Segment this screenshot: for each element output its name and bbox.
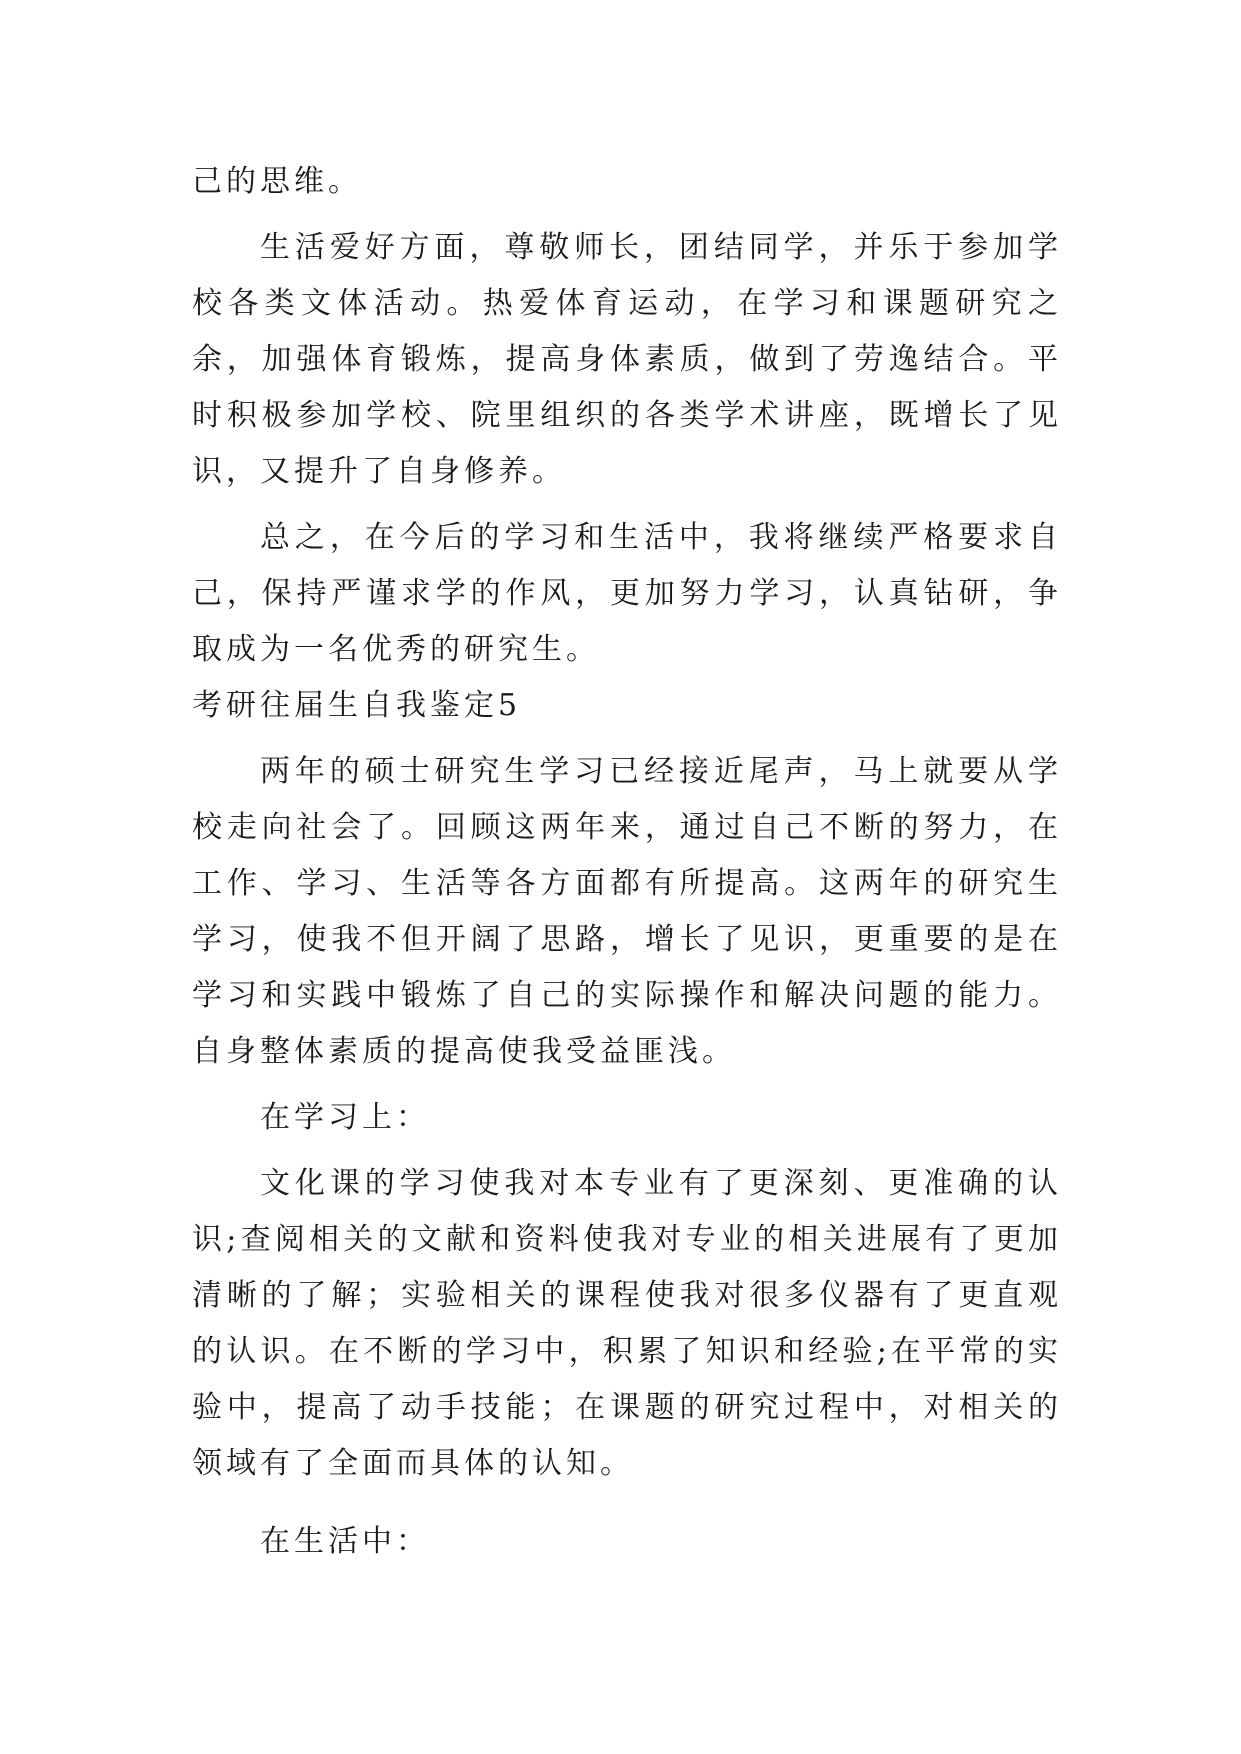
subheading-study: 在学习上： — [260, 1100, 430, 1135]
document-body — [192, 154, 1062, 1570]
section-heading: 考研往届生自我鉴定5 — [192, 688, 522, 723]
paragraph-summary: 总之，在今后的学习和生活中，我将继续严格要求自己，保持严谨求学的作风，更加努力学习，认真钻研，争取成为一名优秀的研究生。 — [192, 520, 1062, 667]
paragraph-study: 文化课的学习使我对本专业有了更深刻、更准确的认识;查阅相关的文献和资料使我对专业的相关进展有了更加清晰的了解；实验相关的课程使我对很多仪器有了更直观的认识。在不断的学习中，积累了知识和经验;在平常的实验中，提高了动手技能；在课题的研究过程中，对相关的领域有了全面而具体的认知。 — [192, 1166, 1062, 1481]
subheading-life: 在生活中： — [260, 1524, 430, 1559]
paragraph-continuation: 己的思维。 — [192, 164, 362, 199]
paragraph-hobbies: 生活爱好方面，尊敬师长，团结同学，并乐于参加学校各类文体活动。热爱体育运动，在学习和课题研究之余，加强体育锻炼，提高身体素质，做到了劳逸结合。平时积极参加学校、院里组织的各类学术讲座，既增长了见识，又提升了自身修养。 — [192, 230, 1062, 489]
paragraph-intro: 两年的硕士研究生学习已经接近尾声，马上就要从学校走向社会了。回顾这两年来，通过自己不断的努力，在工作、学习、生活等各方面都有所提高。这两年的研究生学习，使我不但开阔了思路，增长了见识，更重要的是在学习和实践中锻炼了自己的实际操作和解决问题的能力。自身整体素质的提高使我受益匪浅。 — [192, 754, 1062, 1069]
